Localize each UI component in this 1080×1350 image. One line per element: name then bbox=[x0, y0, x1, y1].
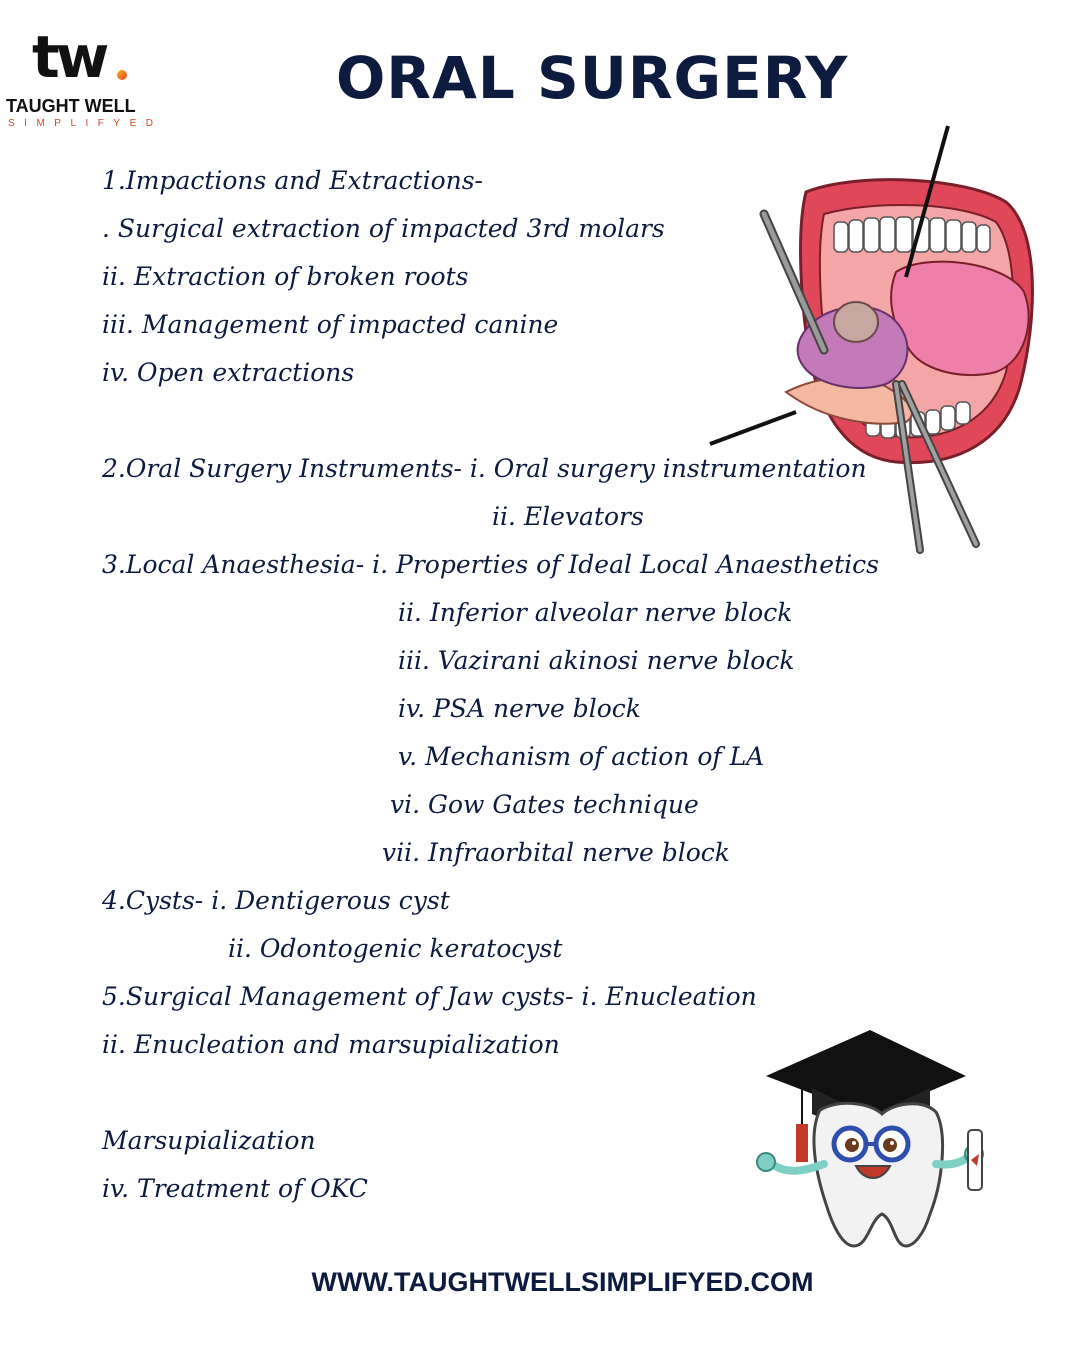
topic-line: 5.Surgical Management of Jaw cysts- i. Enucleation bbox=[102, 982, 757, 1011]
topic-line: ii. Enucleation and marsupialization bbox=[102, 1030, 560, 1059]
topic-line: v. Mechanism of action of LA bbox=[398, 742, 765, 771]
brand-logo bbox=[4, 23, 163, 129]
topic-line: ii. Elevators bbox=[492, 502, 644, 531]
topic-line: iv. Treatment of OKC bbox=[102, 1174, 368, 1203]
topic-line: iii. Management of impacted canine bbox=[102, 310, 559, 339]
topic-line: ii. Extraction of broken roots bbox=[102, 262, 469, 291]
oral-surgery-illustration bbox=[706, 122, 1036, 558]
topic-line: iv. Open extractions bbox=[102, 358, 355, 387]
website-url: WWW.TAUGHTWELLSIMPLIFYED.COM bbox=[311, 1267, 814, 1297]
page-title: ORAL SURGERY bbox=[336, 44, 849, 112]
topic-line: iv. PSA nerve block bbox=[398, 694, 641, 723]
logo-tagline: SIMPLIFYED bbox=[8, 118, 163, 129]
logo-mark: tw bbox=[32, 23, 106, 91]
topic-line: Marsupialization bbox=[102, 1126, 316, 1155]
tooth-mascot-illustration bbox=[742, 1024, 1002, 1254]
topic-line: vi. Gow Gates technique bbox=[390, 790, 699, 819]
logo-name: TAUGHT WELL bbox=[6, 96, 136, 116]
logo-dot-icon bbox=[117, 70, 127, 80]
topic-line: 3.Local Anaesthesia- i. Properties of Ideal Local Anaesthetics bbox=[102, 550, 879, 579]
topic-line: 1.Impactions and Extractions- bbox=[102, 166, 483, 195]
topic-line: 2.Oral Surgery Instruments- i. Oral surgery instrumentation bbox=[102, 454, 867, 483]
topic-line: . Surgical extraction of impacted 3rd molars bbox=[102, 214, 665, 243]
topic-line: ii. Odontogenic keratocyst bbox=[228, 934, 563, 963]
topic-line: ii. Inferior alveolar nerve block bbox=[398, 598, 793, 627]
topic-line: 4.Cysts- i. Dentigerous cyst bbox=[102, 886, 450, 915]
topic-line: iii. Vazirani akinosi nerve block bbox=[398, 646, 795, 675]
topic-line: vii. Infraorbital nerve block bbox=[382, 838, 730, 867]
